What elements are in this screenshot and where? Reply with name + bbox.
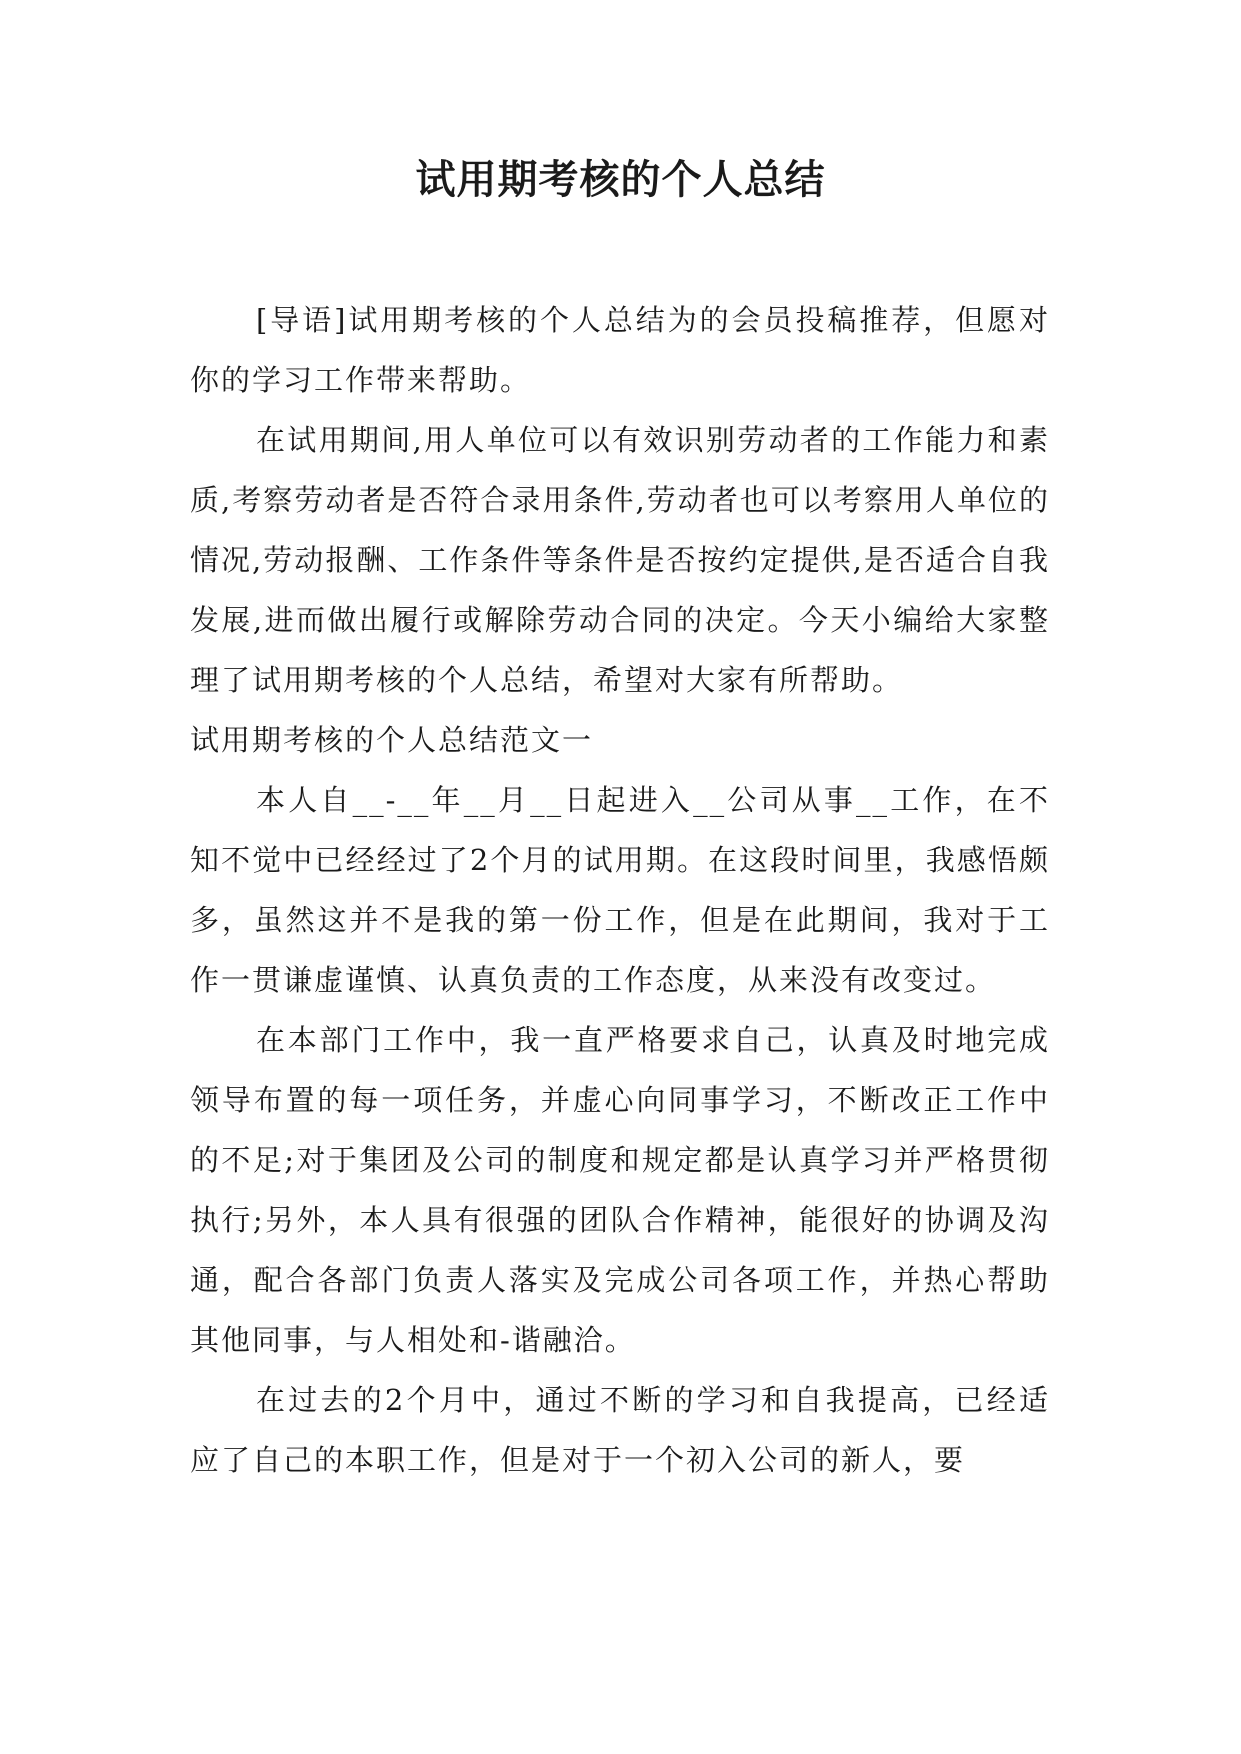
context-paragraph: 在试用期间,用人单位可以有效识别劳动者的工作能力和素质,考察劳动者是否符合录用条件,劳动者也可以考察用人单位的情况,劳动报酬、工作条件等条件是否按约定提供,是否适合自我发展,进而做出履行或解除劳动合同的决定。今天小编给大家整理了试用期考核的个人总结，希望对大家有所帮助。	[190, 423, 1050, 697]
section-paragraph-3: 在过去的2个月中，通过不断的学习和自我提高，已经适应了自己的本职工作，但是对于一个初入公司的新人，要	[190, 1383, 1050, 1477]
section-paragraph-2: 在本部门工作中，我一直严格要求自己，认真及时地完成领导布置的每一项任务，并虚心向同事学习，不断改正工作中的不足;对于集团及公司的制度和规定都是认真学习并严格贯彻执行;另外，本人具有很强的团队合作精神，能很好的协调及沟通，配合各部门负责人落实及完成公司各项工作，并热心帮助其他同事，与人相处和-谐融洽。	[190, 1023, 1050, 1357]
section-heading: 试用期考核的个人总结范文一	[190, 723, 594, 757]
intro-paragraph: [导语]试用期考核的个人总结为的会员投稿推荐，但愿对你的学习工作带来帮助。	[190, 303, 1050, 397]
document-title: 试用期考核的个人总结	[415, 156, 826, 203]
document-body	[190, 290, 1050, 1490]
section-paragraph-1: 本人自__-__年__月__日起进入__公司从事__工作，在不知不觉中已经经过了2个月的试用期。在这段时间里，我感悟颇多，虽然这并不是我的第一份工作，但是在此期间，我对于工作一贯谦虚谨慎、认真负责的工作态度，从来没有改变过。	[190, 783, 1050, 997]
